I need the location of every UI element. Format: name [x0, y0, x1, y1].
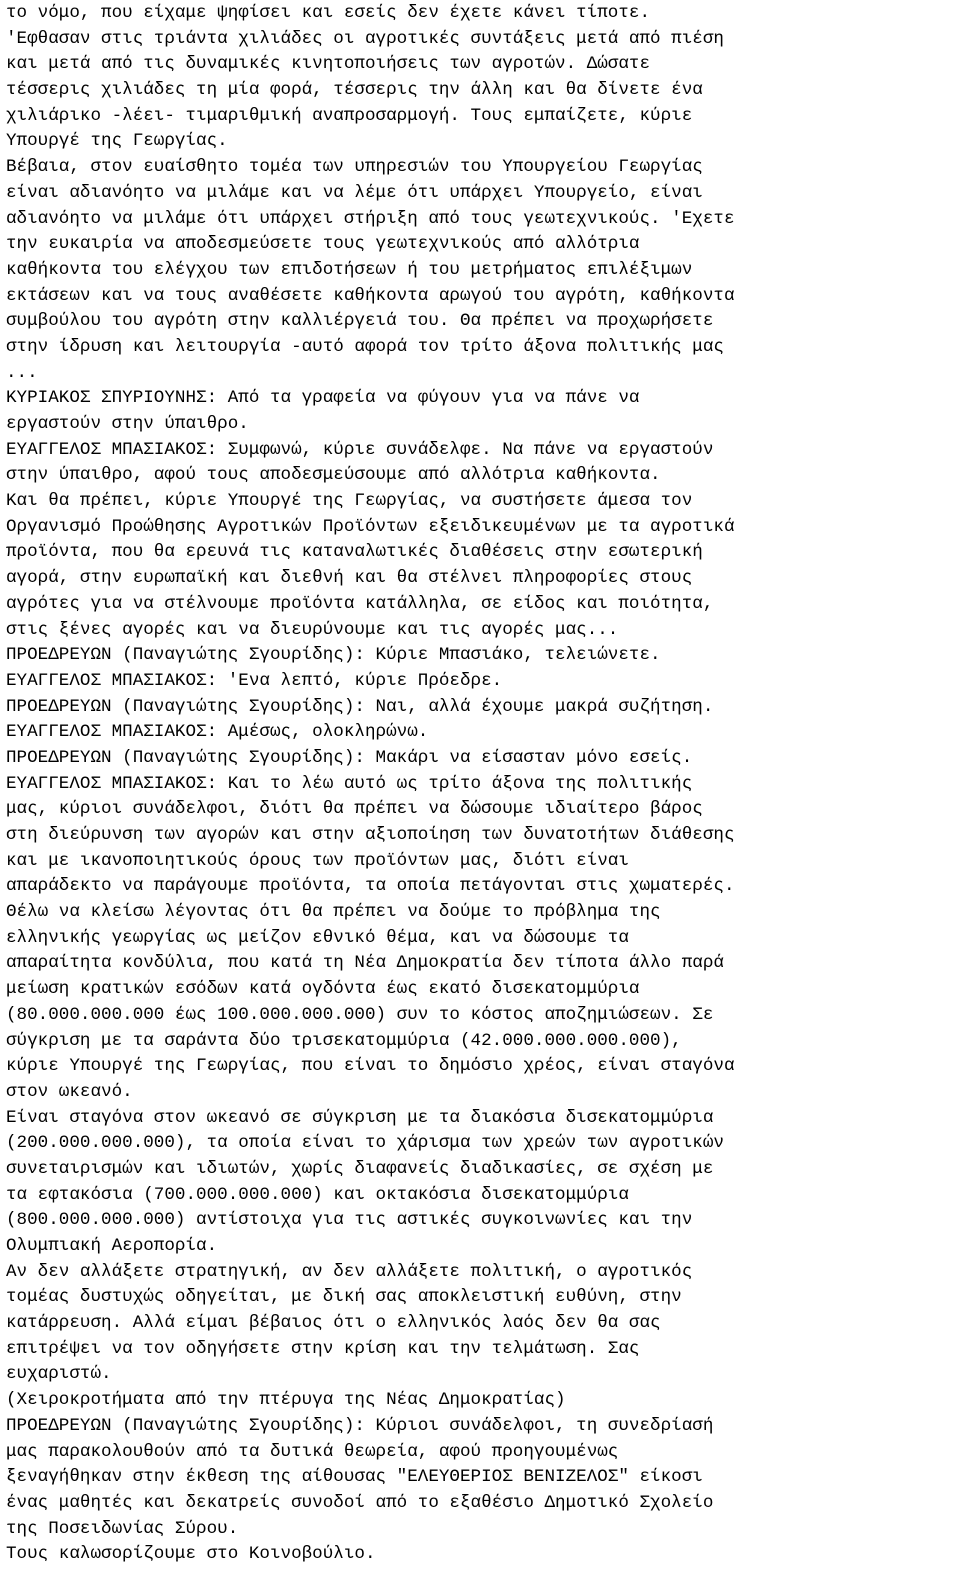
text-line: τέσσερις χιλιάδες τη μία φορά, τέσσερις την άλλη και θα δίνετε ένα [6, 80, 703, 101]
text-line: 'Εφθασαν στις τριάντα χιλιάδες οι αγροτικές συντάξεις μετά από πιέση [6, 28, 724, 49]
text-line: (800.000.000.000) αντίστοιχα για τις αστικές συγκοινωνίες και την [6, 1210, 693, 1231]
text-line: είναι αδιανόητο να μιλάμε και να λέμε ότι υπάρχει Υπουργείο, είναι [6, 182, 703, 203]
text-line: αγορά, στην ευρωπαϊκή και διεθνή και θα στέλνει πληροφορίες στους [6, 568, 693, 589]
text-line: Είναι σταγόνα στον ωκεανό σε σύγκριση με τα διακόσια δισεκατομμύρια [6, 1107, 714, 1128]
text-line: ελληνικής γεωργίας ως μείζον εθνικό θέμα, και να δώσουμε τα [6, 927, 629, 948]
text-line: μας, κύριοι συνάδελφοι, διότι θα πρέπει να δώσουμε ιδιαίτερο βάρος [6, 799, 703, 820]
text-line: Βέβαια, στον ευαίσθητο τομέα των υπηρεσιών του Υπουργείου Γεωργίας [6, 157, 703, 178]
text-line: απαράδεκτο να παράγουμε προϊόντα, τα οποία πετάγονται στις χωματερές. [6, 876, 735, 897]
text-line: μείωση κρατικών εσόδων κατά ογδόντα έως εκατό δισεκατομμύρια [6, 979, 640, 1000]
text-line: την ευκαιρία να αποδεσμεύσετε τους γεωτεχνικούς από αλλότρια [6, 234, 640, 255]
speaker-line: ΚΥΡΙΑΚΟΣ ΣΠΥΡΙΟΥΝΗΣ: Από τα γραφεία να φύγουν για να πάνε να [6, 388, 640, 409]
text-line: (200.000.000.000), τα οποία είναι το χάρισμα των χρεών των αγροτικών [6, 1133, 724, 1154]
text-line: εκτάσεων και να τους αναθέσετε καθήκοντα αρωγού του αγρότη, καθήκοντα [6, 285, 735, 306]
text-line: κατάρρευση. Αλλά είμαι βέβαιος ότι ο ελληνικός λαός δεν θα σας [6, 1313, 661, 1334]
text-line: Θέλω να κλείσω λέγοντας ότι θα πρέπει να δούμε το πρόβλημα της [6, 902, 661, 923]
speaker-line: ΕΥΑΓΓΕΛΟΣ ΜΠΑΣΙΑΚΟΣ: Αμέσως, ολοκληρώνω. [6, 722, 429, 743]
text-line: χιλιάρικο -λέει- τιμαριθμική αναπροσαρμογή. Τους εμπαίζετε, κύριε [6, 105, 693, 126]
text-line: Και θα πρέπει, κύριε Υπουργέ της Γεωργίας, να συστήσετε άμεσα τον [6, 491, 693, 512]
text-line: στην ύπαιθρο, αφού τους αποδεσμεύσουμε από αλλότρια καθήκοντα. [6, 465, 661, 486]
text-line: ευχαριστώ. [6, 1364, 112, 1385]
text-line: και με ικανοποιητικούς όρους των προϊόντων μας, διότι είναι [6, 850, 629, 871]
speaker-line: ΠΡΟΕΔΡΕΥΩΝ (Παναγιώτης Σγουρίδης): Ναι, αλλά έχουμε μακρά συζήτηση. [6, 696, 714, 717]
text-line: της Ποσειδωνίας Σύρου. [6, 1518, 239, 1539]
text-line: στις ξένες αγορές και να διευρύνουμε και τις αγορές μας... [6, 619, 619, 640]
text-line: εργαστούν στην ύπαιθρο. [6, 414, 249, 434]
text-line: αδιανόητο να μιλάμε ότι υπάρχει στήριξη από τους γεωτεχνικούς. 'Εχετε [6, 208, 735, 229]
text-line: (80.000.000.000 έως 100.000.000.000) συν το κόστος αποζημιώσεων. Σε [6, 1004, 714, 1025]
text-line: τομέας δυστυχώς οδηγείται, με δική σας αποκλειστική ευθύνη, στην [6, 1287, 682, 1308]
text-line: Τους καλωσορίζουμε στο Κοινοβούλιο. [6, 1544, 376, 1565]
speaker-line: ΕΥΑΓΓΕΛΟΣ ΜΠΑΣΙΑΚΟΣ: 'Ενα λεπτό, κύριε Πρόεδρε. [6, 670, 503, 691]
speaker-line: ΠΡΟΕΔΡΕΥΩΝ (Παναγιώτης Σγουρίδης): Κύριοι συνάδελφοι, τη συνεδρίασή [6, 1415, 714, 1436]
text-line: Αν δεν αλλάξετε στρατηγική, αν δεν αλλάξετε πολιτική, ο αγροτικός [6, 1261, 693, 1282]
text-line: Ολυμπιακή Αεροπορία. [6, 1236, 218, 1256]
text-line: συνεταιρισμών και ιδιωτών, χωρίς διαφανείς διαδικασίες, σε σχέση με [6, 1158, 714, 1179]
transcript-document [6, 1, 956, 1568]
text-line: στον ωκεανό. [6, 1081, 133, 1102]
text-line: επιτρέψει να τον οδηγήσετε στην κρίση και την τελμάτωση. Σας [6, 1338, 640, 1359]
stage-direction-line: (Χειροκροτήματα από την πτέρυγα της Νέας Δημοκρατίας) [6, 1390, 566, 1411]
text-line: στη διεύρυνση των αγορών και στην αξιοποίηση των δυνατοτήτων διάθεσης [6, 825, 735, 845]
speaker-line: ΠΡΟΕΔΡΕΥΩΝ (Παναγιώτης Σγουρίδης): Μακάρι να είσασταν μόνο εσείς. [6, 747, 693, 768]
text-line: μας παρακολουθούν από τα δυτικά θεωρεία, αφού προηγουμένως [6, 1441, 619, 1462]
text-line: Υπουργέ της Γεωργίας. [6, 131, 228, 152]
text-line: προϊόντα, που θα ερευνά τις καταναλωτικές διαθέσεις στην εσωτερική [6, 542, 703, 563]
speaker-line: ΠΡΟΕΔΡΕΥΩΝ (Παναγιώτης Σγουρίδης): Κύριε Μπασιάκο, τελειώνετε. [6, 645, 661, 666]
text-line: αγρότες για να στέλνουμε προϊόντα κατάλληλα, σε είδος και ποιότητα, [6, 593, 714, 614]
text-line: ... [6, 362, 38, 383]
text-line: στην ίδρυση και λειτουργία -αυτό αφορά τον τρίτο άξονα πολιτικής μας [6, 336, 724, 357]
speaker-line: ΕΥΑΓΓΕΛΟΣ ΜΠΑΣΙΑΚΟΣ: Συμφωνώ, κύριε συνάδελφε. Να πάνε να εργαστούν [6, 439, 714, 460]
text-line: το νόμο, που είχαμε ψηφίσει και εσείς δεν έχετε κάνει τίποτε. [6, 3, 651, 23]
speaker-line: ΕΥΑΓΓΕΛΟΣ ΜΠΑΣΙΑΚΟΣ: Και το λέω αυτό ως τρίτο άξονα της πολιτικής [6, 773, 693, 794]
text-line: ένας μαθητές και δεκατρείς συνοδοί από το εξαθέσιο Δημοτικό Σχολείο [6, 1492, 714, 1513]
text-line: καθήκοντα του ελέγχου των επιδοτήσεων ή του μετρήματος επιλέξιμων [6, 259, 693, 280]
text-line: και μετά από τις δυναμικές κινητοποιήσεις των αγροτών. Δώσατε [6, 54, 651, 75]
text-line: απαραίτητα κονδύλια, που κατά τη Νέα Δημοκρατία δεν τίποτα άλλο παρά [6, 953, 724, 974]
text-line: Οργανισμό Προώθησης Αγροτικών Προϊόντων εξειδικευμένων με τα αγροτικά [6, 516, 735, 537]
text-line: τα εφτακόσια (700.000.000.000) και οκτακόσια δισεκατομμύρια [6, 1184, 629, 1205]
text-line: ξεναγήθηκαν στην έκθεση της αίθουσας "ΕΛΕΥΘΕΡΙΟΣ ΒΕΝΙΖΕΛΟΣ" είκοσι [6, 1467, 703, 1488]
text-line: συμβούλου του αγρότη στην καλλιέργειά του. Θα πρέπει να προχωρήσετε [6, 311, 714, 332]
text-line: κύριε Υπουργέ της Γεωργίας, που είναι το δημόσιο χρέος, είναι σταγόνα [6, 1056, 735, 1077]
text-line: σύγκριση με τα σαράντα δύο τρισεκατομμύρια (42.000.000.000.000), [6, 1030, 682, 1051]
